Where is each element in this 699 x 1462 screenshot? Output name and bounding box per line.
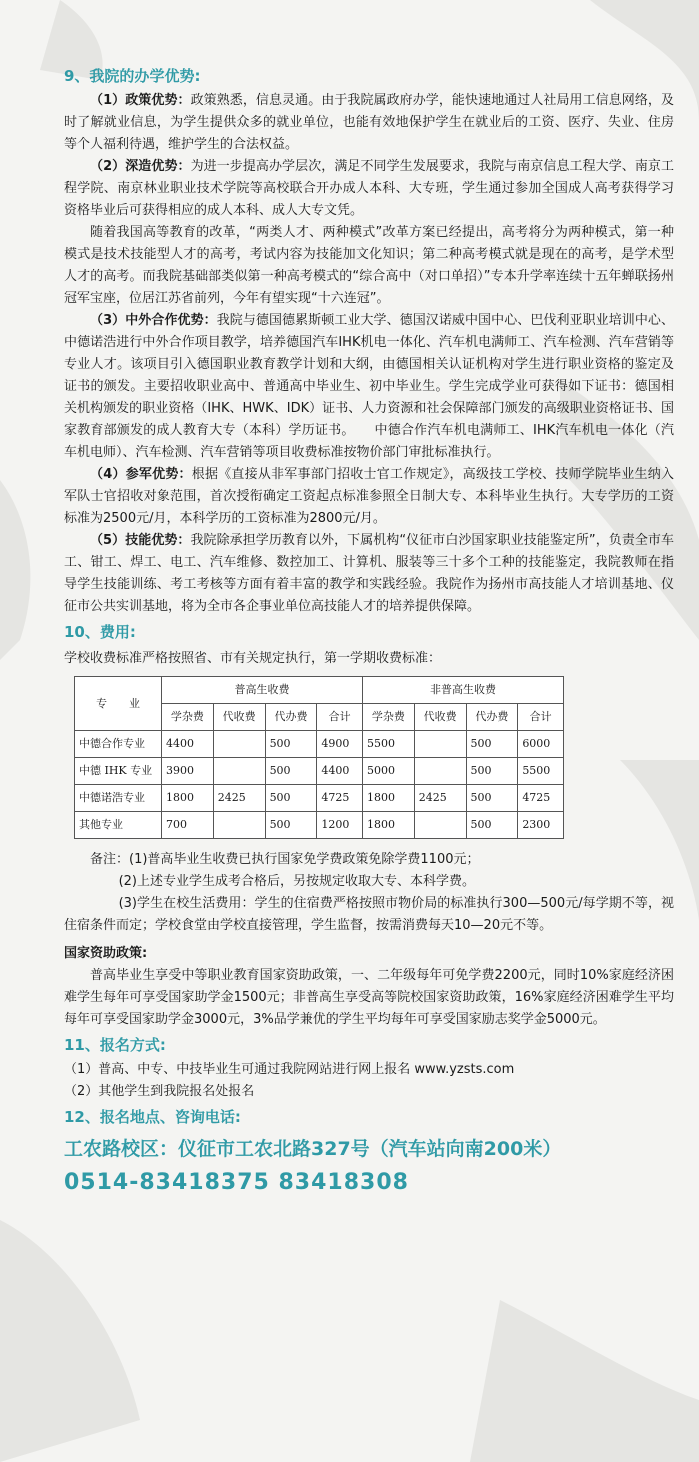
group-header-1: 普高生收费 xyxy=(162,677,363,704)
major-cell: 中德诺浩专业 xyxy=(75,785,162,812)
fee-cell: 500 xyxy=(265,785,317,812)
section-10-heading: 10、费用: xyxy=(64,623,136,641)
fee-cell: 700 xyxy=(162,812,214,839)
registration-onsite: （2）其他学生到我院报名处报名 xyxy=(64,1084,255,1099)
advantage-further-study: （2）深造优势：为进一步提高办学层次，满足不同学生发展要求，我院与南京信息工程大学、南京工程学院、南京林业职业技术学院等高校联合开办成人本科、大专班，学生通过参加全国成人高考获得学习资格毕业后可获得相应的成人本科、成人大专文凭。 xyxy=(64,159,674,218)
major-cell: 中德合作专业 xyxy=(75,731,162,758)
subheader: 代办费 xyxy=(265,704,317,731)
fee-cell: 500 xyxy=(466,785,518,812)
fee-cell: 1800 xyxy=(162,785,214,812)
fee-cell: 2425 xyxy=(213,785,265,812)
advantage-military: （4）参军优势：根据《直接从非军事部门招收士官工作规定》，高级技工学校、技师学院毕业生纳入军队士官招收对象范围，首次授衔确定工资起点标准参照全日制大专、本科毕业生执行。大专学历的工资标准为2500元/月，本科学历的工资标准为2800元/月。 xyxy=(64,467,674,526)
subheader: 代办费 xyxy=(466,704,518,731)
advantage-skills: （5）技能优势：我院除承担学历教育以外，下属机构“仪征市白沙国家职业技能鉴定所”，负责全市车工、钳工、焊工、电工、汽车维修、数控加工、计算机、服装等三十多个工种的技能鉴定，我院教师在指导学生技能训练、考工考核等方面有着丰富的教学和实践经验。我院作为扬州市高技能人才培训基地、仪征市公共实训基地，将为全市各企事业单位高技能人才的培养提供保障。 xyxy=(64,533,674,614)
note-2: (2)上述专业学生成考合格后，另按规定收取大专、本科学费。 xyxy=(118,874,476,889)
group-header-2: 非普高生收费 xyxy=(362,677,563,704)
fee-cell: 3900 xyxy=(162,758,214,785)
fee-cell: 500 xyxy=(466,731,518,758)
fee-cell: 5500 xyxy=(362,731,414,758)
section-12-heading: 12、报名地点、咨询电话: xyxy=(64,1108,241,1126)
fee-intro: 学校收费标准严格按照省、市有关规定执行，第一学期收费标准： xyxy=(64,651,442,666)
subheader: 代收费 xyxy=(213,704,265,731)
major-header: 专 业 xyxy=(75,677,162,731)
table-row xyxy=(75,812,564,839)
fee-cell xyxy=(213,812,265,839)
table-row xyxy=(75,731,564,758)
fee-cell: 4900 xyxy=(317,731,363,758)
fee-notes xyxy=(64,849,674,937)
aid-heading: 国家资助政策: xyxy=(64,946,148,961)
fee-cell: 2425 xyxy=(414,785,466,812)
fee-cell: 1800 xyxy=(362,812,414,839)
fee-cell xyxy=(414,731,466,758)
fee-cell: 500 xyxy=(466,812,518,839)
subheader: 代收费 xyxy=(414,704,466,731)
note-1: 备注：(1)普高毕业生收费已执行国家免学费政策免除学费1100元； xyxy=(90,852,480,867)
subheader: 合计 xyxy=(518,704,564,731)
table-row xyxy=(75,758,564,785)
fee-cell: 4725 xyxy=(317,785,363,812)
exam-reform-paragraph: 随着我国高等教育的改革，“两类人才、两种模式”改革方案已经提出，高考将分为两种模式，第一种模式是技术技能型人才的高考，考试内容为技能加文化知识；第二种高考模式就是现在的高考，是学术型人才的高考。而我院基础部类似第一种高考模式的“综合高中（对口单招）”专本升学率连续十五年蝉联扬州冠军宝座，位居江苏省前列，今年有望实现“十六连冠”。 xyxy=(64,225,674,306)
fee-cell xyxy=(213,731,265,758)
fee-cell: 1200 xyxy=(317,812,363,839)
fee-cell: 6000 xyxy=(518,731,564,758)
fee-cell: 500 xyxy=(265,812,317,839)
fee-cell: 500 xyxy=(265,731,317,758)
subheader: 学杂费 xyxy=(362,704,414,731)
fee-cell: 5500 xyxy=(518,758,564,785)
fee-cell xyxy=(213,758,265,785)
contact-phone: 0514-83418375 83418308 xyxy=(64,1170,409,1195)
fee-table xyxy=(74,676,564,839)
subheader: 学杂费 xyxy=(162,704,214,731)
fee-cell: 4400 xyxy=(162,731,214,758)
fee-cell: 4725 xyxy=(518,785,564,812)
aid-paragraph: 普高毕业生享受中等职业教育国家资助政策，一、二年级每年可免学费2200元，同时10%家庭经济困难学生每年可享受国家助学金1500元；非普高生享受高等院校国家资助政策，16%家庭经济困难学生平均每年可享受国家助学金3000元，3%品学兼优的学生平均每年可享受国家励志奖学金5000元。 xyxy=(64,968,674,1027)
fee-cell: 500 xyxy=(466,758,518,785)
table-row xyxy=(75,785,564,812)
section-9-heading: 9、我院的办学优势: xyxy=(64,67,201,85)
subheader: 合计 xyxy=(317,704,363,731)
fee-cell xyxy=(414,812,466,839)
note-3: (3)学生在校生活费用：学生的住宿费严格按照市物价局的标准执行300—500元/每学期不等，视住宿条件而定；学校食堂由学校直接管理，学生监督，按需消费每天10—20元不等。 xyxy=(64,896,674,933)
advantage-policy: （1）政策优势：政策熟悉，信息灵通。由于我院属政府办学，能快速地通过人社局用工信息网络，及时了解就业信息，为学生提供众多的就业单位，也能有效地保护学生在就业后的工资、医疗、失业、住房等个人福利待遇，维护学生的合法权益。 xyxy=(64,93,674,152)
campus-address: 工农路校区：仪征市工农北路327号（汽车站向南200米） xyxy=(64,1138,562,1160)
fee-cell xyxy=(414,758,466,785)
fee-cell: 500 xyxy=(265,758,317,785)
brochure-content xyxy=(64,62,674,1199)
fee-cell: 2300 xyxy=(518,812,564,839)
advantage-international: （3）中外合作优势：我院与德国德累斯顿工业大学、德国汉诺威中国中心、巴伐利亚职业培训中心、中德诺浩进行中外合作项目教学，培养德国汽车IHK机电一体化、汽车机电满师工、汽车检测、汽车营销等专业人才。该项目引入德国职业教育教学计划和大纲，由德国相关认证机构对学生进行职业资格的鉴定及证书的颁发。主要招收职业高中、普通高中毕业生、初中毕业生。学生完成学业可获得如下证书：德国相关机构颁发的职业资格（IHK、HWK、IDK）证书、人力资源和社会保障部门颁发的高级职业资格证书、国家教育部颁发的成人教育大专（本科）学历证书。 中德合作汽车机电满师工、IHK汽车机电一体化（汽车机电师）、汽车检测、汽车营销等项目收费标准按物价部门审批标准执行。 xyxy=(64,313,674,460)
fee-cell: 4400 xyxy=(317,758,363,785)
fee-cell: 5000 xyxy=(362,758,414,785)
registration-online: （1）普高、中专、中技毕业生可通过我院网站进行网上报名 www.yzsts.com xyxy=(64,1062,515,1077)
fee-cell: 1800 xyxy=(362,785,414,812)
section-11-heading: 11、报名方式: xyxy=(64,1036,166,1054)
major-cell: 中德 IHK 专业 xyxy=(75,758,162,785)
major-cell: 其他专业 xyxy=(75,812,162,839)
